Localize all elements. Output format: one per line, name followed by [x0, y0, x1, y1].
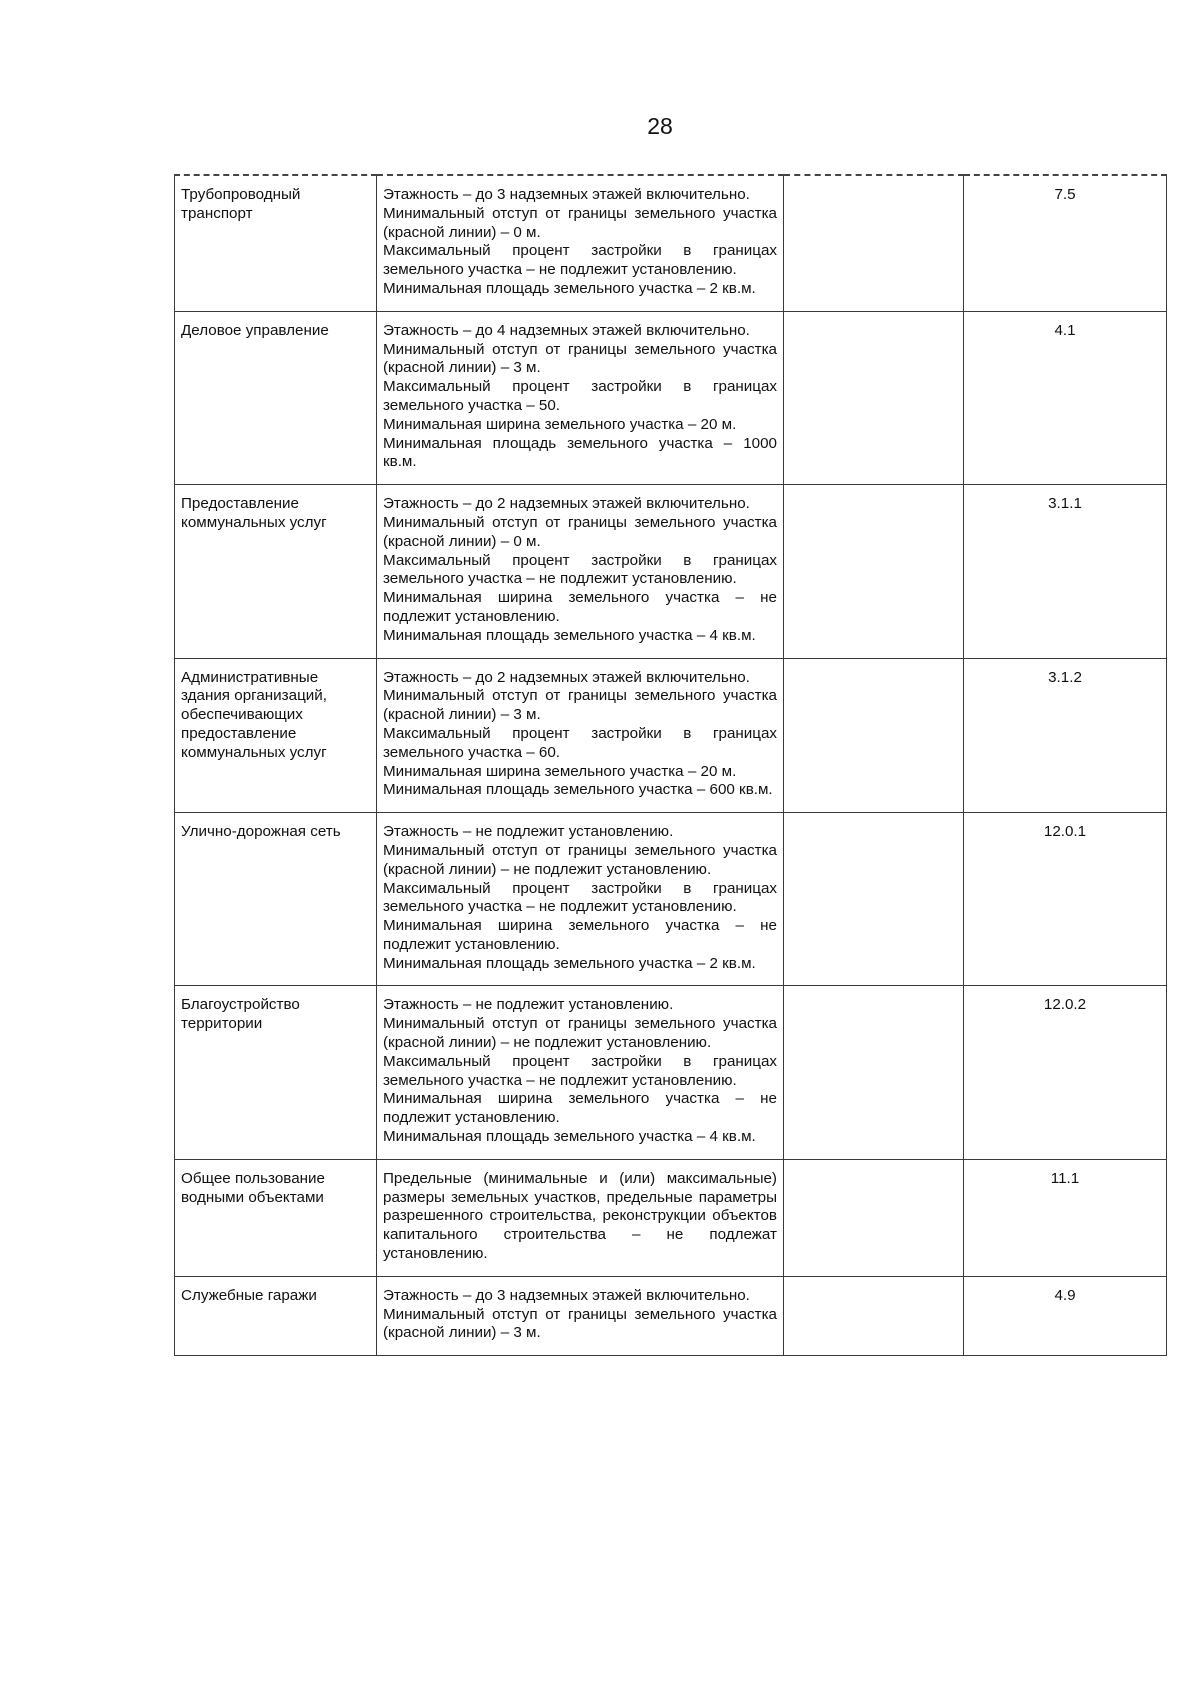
use-type-name: Деловое управление — [175, 311, 377, 484]
parameter-line: Минимальный отступ от границы земельного участка (красной линии) – не подлежит установлению. — [383, 841, 777, 878]
use-parameters — [377, 813, 784, 986]
empty-cell — [784, 311, 964, 484]
parameter-line: Максимальный процент застройки в границах земельного участка – не подлежит установлению. — [383, 242, 777, 279]
parameter-line: Минимальная площадь земельного участка – 2 кв.м. — [383, 279, 756, 297]
use-code: 12.0.2 — [964, 986, 1167, 1159]
use-parameters — [377, 485, 784, 658]
parameter-line: Минимальный отступ от границы земельного участка (красной линии) – 3 м. — [383, 1305, 777, 1342]
parameter-line: Минимальный отступ от границы земельного участка (красной линии) – 3 м. — [383, 687, 777, 724]
use-code: 4.9 — [964, 1276, 1167, 1355]
use-type-name: Служебные гаражи — [175, 1276, 377, 1355]
use-type-name: Общее пользование водными объектами — [175, 1159, 377, 1276]
use-code: 12.0.1 — [964, 813, 1167, 986]
use-type-name: Трубопроводный транспорт — [175, 175, 377, 311]
table-row — [175, 175, 1167, 311]
use-code: 3.1.1 — [964, 485, 1167, 658]
use-code: 11.1 — [964, 1159, 1167, 1276]
parameter-line: Этажность – не подлежит установлению. — [383, 996, 674, 1014]
use-code: 4.1 — [964, 311, 1167, 484]
use-code: 7.5 — [964, 175, 1167, 311]
parameter-line: Этажность – до 3 надземных этажей включительно. — [383, 186, 750, 203]
parameter-line: Минимальный отступ от границы земельного участка (красной линии) – не подлежит установлению. — [383, 1015, 777, 1052]
parameter-line: Минимальная ширина земельного участка – 20 м. — [383, 762, 737, 780]
use-parameters — [377, 175, 784, 311]
parameter-line: Максимальный процент застройки в границах земельного участка – не подлежит установлению. — [383, 879, 777, 916]
use-type-name: Благоустройство территории — [175, 986, 377, 1159]
table-row — [175, 1159, 1167, 1276]
parameter-line: Минимальная площадь земельного участка – 4 кв.м. — [383, 626, 756, 644]
empty-cell — [784, 1276, 964, 1355]
parameter-line: Этажность – до 4 надземных этажей включительно. — [383, 321, 750, 339]
parameter-line: Этажность – до 2 надземных этажей включительно. — [383, 495, 750, 513]
parameter-line: Максимальный процент застройки в границах земельного участка – не подлежит установлению. — [383, 1052, 777, 1089]
use-type-name: Административные здания организаций, обеспечивающих предоставление коммунальных услуг — [175, 658, 377, 813]
use-parameters — [377, 1159, 784, 1276]
parameter-line: Этажность – до 3 надземных этажей включительно. — [383, 1286, 750, 1304]
page-number: 28 — [647, 113, 673, 139]
parameter-line: Минимальный отступ от границы земельного участка (красной линии) – 3 м. — [383, 340, 777, 377]
parameter-line: Этажность – не подлежит установлению. — [383, 823, 674, 841]
table-row — [175, 485, 1167, 658]
use-parameters — [377, 311, 784, 484]
parameter-line: Этажность – до 2 надземных этажей включительно. — [383, 668, 750, 686]
table-row — [175, 658, 1167, 813]
parameter-line: Минимальная площадь земельного участка – 4 кв.м. — [383, 1128, 756, 1146]
empty-cell — [784, 1159, 964, 1276]
table-row — [175, 986, 1167, 1159]
empty-cell — [784, 175, 964, 311]
parameter-line: Минимальный отступ от границы земельного участка (красной линии) – 0 м. — [383, 513, 777, 550]
table-body — [175, 175, 1167, 1356]
parameter-line: Предельные (минимальные и (или) максимальные) размеры земельных участков, предельные параметры разрешенного строительства, реконструкции объектов капитального строительства – не подлежат установлению. — [383, 1169, 777, 1263]
use-parameters — [377, 658, 784, 813]
use-type-name: Предоставление коммунальных услуг — [175, 485, 377, 658]
empty-cell — [784, 986, 964, 1159]
empty-cell — [784, 658, 964, 813]
parameter-line: Минимальная ширина земельного участка – не подлежит установлению. — [383, 917, 777, 953]
parameter-line: Минимальная площадь земельного участка – 2 кв.м. — [383, 954, 756, 972]
parameter-line: Максимальный процент застройки в границах земельного участка – 60. — [383, 724, 777, 761]
use-type-name: Улично-дорожная сеть — [175, 813, 377, 986]
land-use-regulations-table — [174, 174, 1167, 1356]
parameter-line: Минимальная площадь земельного участка – 600 кв.м. — [383, 781, 773, 799]
empty-cell — [784, 485, 964, 658]
parameter-line: Минимальный отступ от границы земельного участка (красной линии) – 0 м. — [383, 204, 777, 241]
parameter-line: Минимальная ширина земельного участка – не подлежит установлению. — [383, 589, 777, 625]
table-row — [175, 813, 1167, 986]
parameter-line: Минимальная ширина земельного участка – не подлежит установлению. — [383, 1090, 777, 1127]
use-parameters — [377, 1276, 784, 1355]
parameter-line: Максимальный процент застройки в границах земельного участка – 50. — [383, 378, 777, 414]
parameter-line: Минимальная площадь земельного участка – 1000 кв.м. — [383, 434, 777, 471]
parameter-line: Минимальная ширина земельного участка – 20 м. — [383, 415, 737, 433]
table-row — [175, 1276, 1167, 1355]
parameter-line: Максимальный процент застройки в границах земельного участка – не подлежит установлению. — [383, 551, 777, 588]
table-row — [175, 311, 1167, 484]
empty-cell — [784, 813, 964, 986]
use-code: 3.1.2 — [964, 658, 1167, 813]
use-parameters — [377, 986, 784, 1159]
